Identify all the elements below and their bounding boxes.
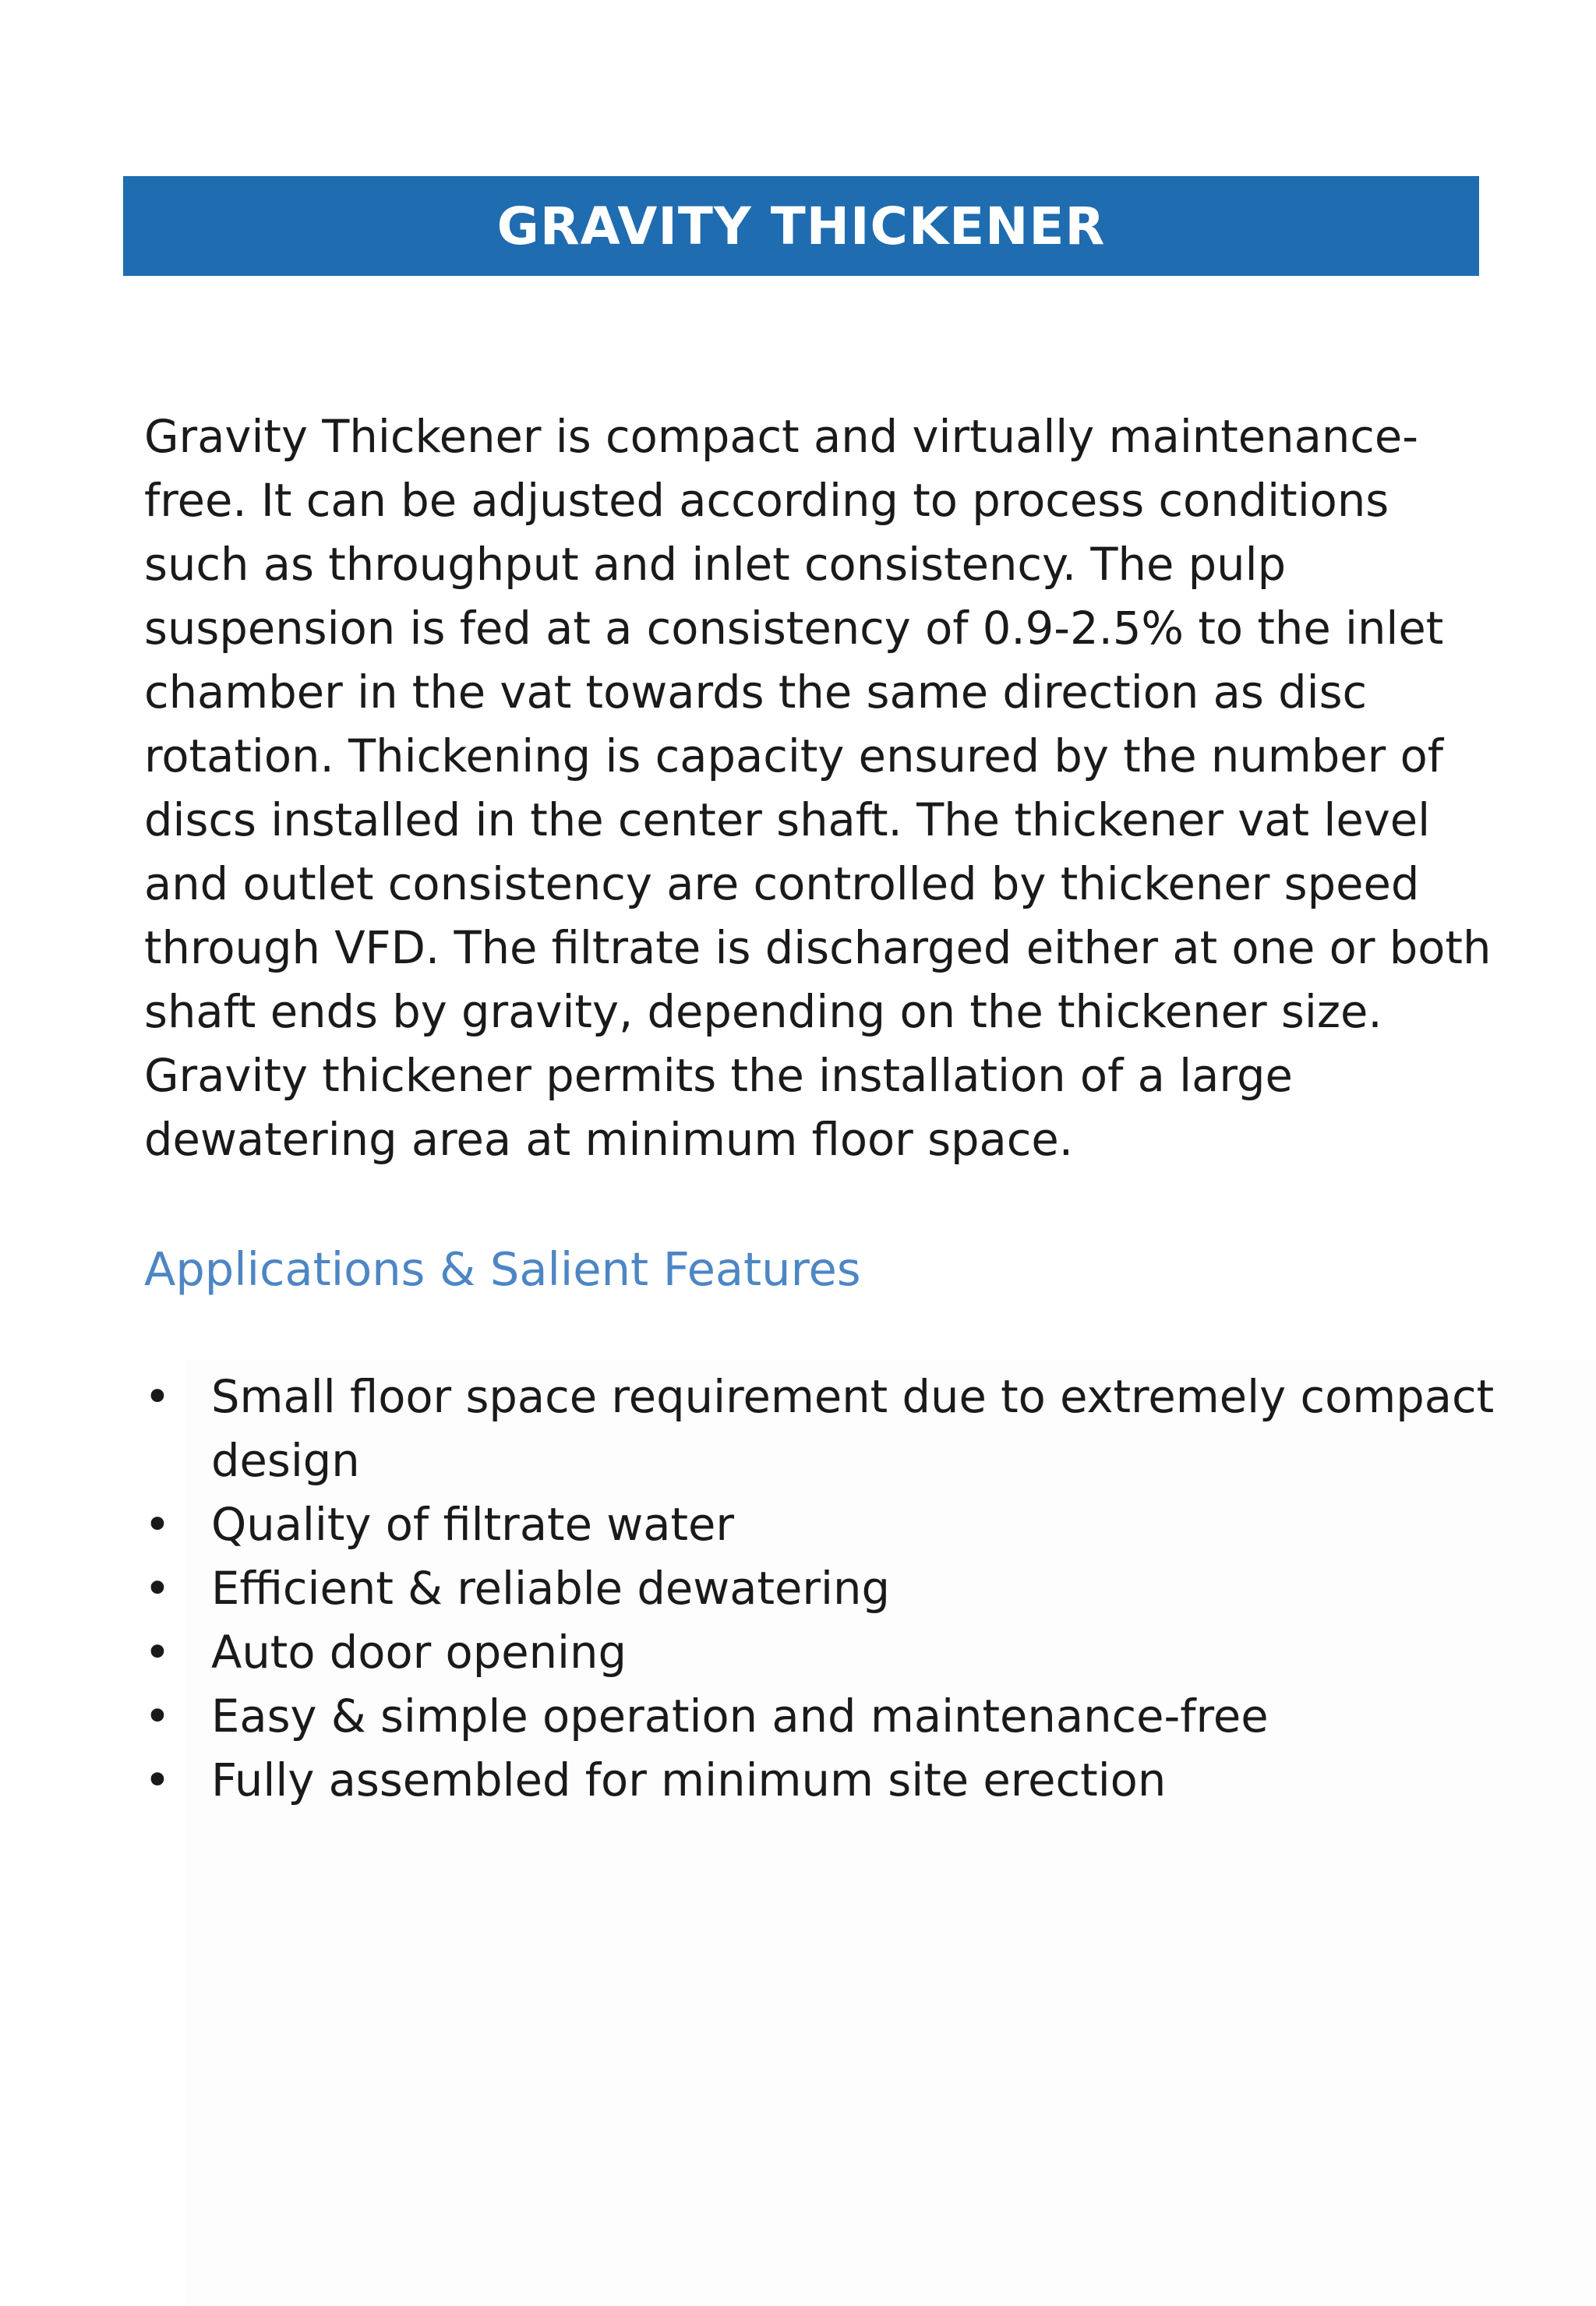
list-item — [144, 1557, 1500, 1621]
list-item — [144, 1749, 1500, 1813]
features-list — [144, 1365, 1500, 1813]
bullet-icon: • — [144, 1371, 171, 1423]
bullet-icon: • — [144, 1563, 171, 1615]
feature-label: Quality of filtrate water — [211, 1499, 735, 1551]
feature-label: Auto door opening — [211, 1626, 627, 1679]
list-item — [144, 1365, 1500, 1493]
list-item — [144, 1493, 1500, 1557]
bullet-icon: • — [144, 1626, 171, 1679]
features-heading: Applications & Salient Features — [144, 1242, 861, 1296]
bullet-icon: • — [144, 1754, 171, 1806]
list-item — [144, 1621, 1500, 1685]
feature-label: Efficient & reliable dewatering — [211, 1563, 890, 1615]
list-item — [144, 1685, 1500, 1749]
page-title: GRAVITY THICKENER — [496, 196, 1106, 256]
feature-label: Small floor space requirement due to extremely compact design — [211, 1371, 1495, 1487]
bullet-icon: • — [144, 1499, 171, 1551]
intro-paragraph: Gravity Thickener is compact and virtually maintenance-free. It can be adjusted according to process conditions such as throughput and inlet consistency. The pulp suspension is fed at a consistency of 0.9-2.5% to the inlet chamber in the vat towards the same direction as disc rotation. Thickening is capacity ensured by the number of discs installed in the center shaft. The thickener vat level and outlet consistency are controlled by thickener speed through VFD. The filtrate is discharged either at one or both shaft ends by gravity, depending on the thickener size. Gravity thickener permits the installation of a large dewatering area at minimum floor space. — [144, 411, 1492, 1166]
bullet-icon: • — [144, 1690, 171, 1743]
feature-label: Fully assembled for minimum site erection — [211, 1754, 1167, 1806]
feature-label: Easy & simple operation and maintenance-free — [211, 1690, 1269, 1743]
main-content — [144, 405, 1500, 1813]
title-banner — [123, 176, 1479, 276]
